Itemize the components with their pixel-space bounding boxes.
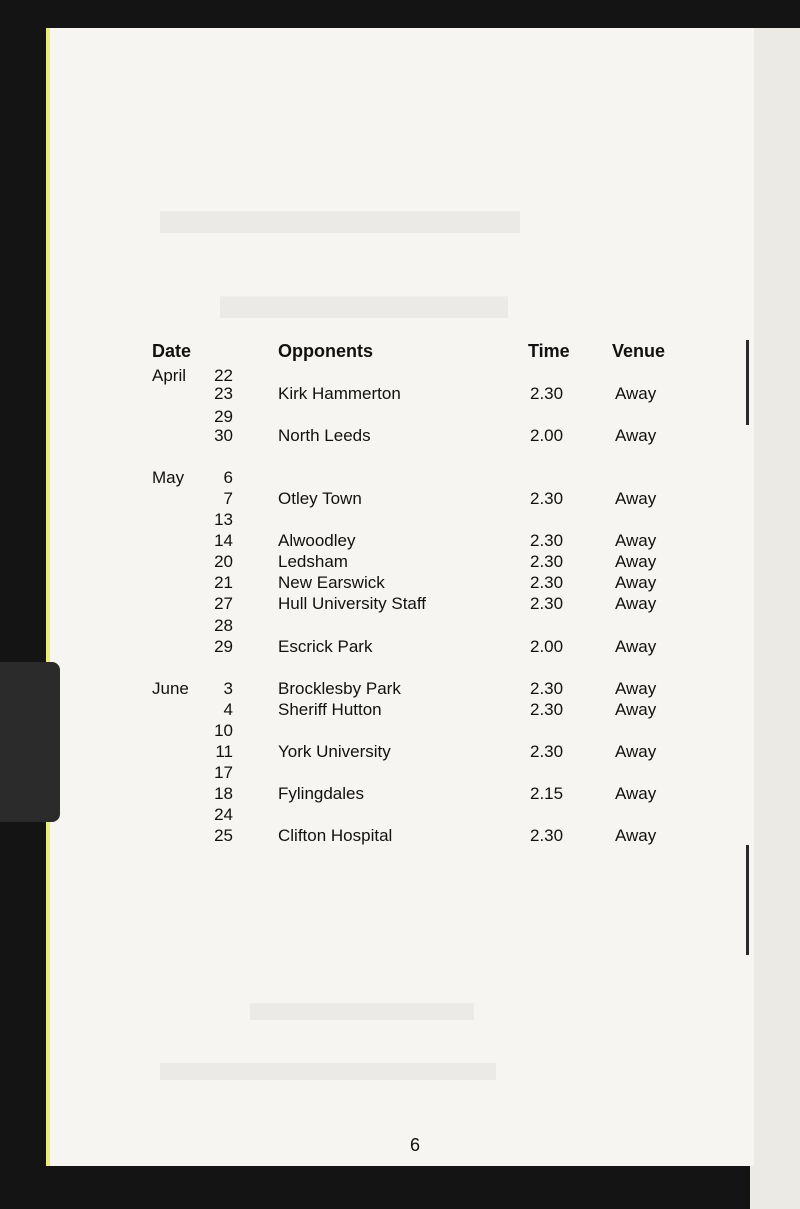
show-through-shading bbox=[160, 1028, 496, 1093]
fixture-opponent: York University bbox=[278, 742, 391, 761]
fixture-day: 7 bbox=[223, 489, 233, 508]
fixture-opponent: Sheriff Hutton bbox=[278, 700, 382, 719]
fixture-time: 2.00 bbox=[530, 637, 564, 656]
fixture-venue: Away bbox=[615, 489, 657, 508]
fixture-venue: Away bbox=[615, 700, 657, 719]
fixture-time: 2.15 bbox=[530, 784, 564, 803]
fixture-opponent: Ledsham bbox=[278, 552, 348, 571]
fixture-time: 2.30 bbox=[530, 552, 564, 571]
fixture-opponent: Kirk Hammerton bbox=[278, 384, 401, 403]
fixture-day: 13 bbox=[214, 510, 233, 529]
fixture-day: 20 bbox=[214, 552, 233, 571]
binder-tab bbox=[0, 662, 60, 822]
fixture-day: 6 bbox=[223, 468, 233, 487]
edge-mark bbox=[746, 845, 749, 955]
fixture-opponent: Hull University Staff bbox=[278, 594, 427, 613]
fixture-day: 3 bbox=[223, 679, 233, 698]
fixture-month: June bbox=[152, 679, 189, 698]
fixture-opponent: Brocklesby Park bbox=[278, 679, 401, 698]
show-through-shading bbox=[250, 968, 474, 1033]
fixture-venue: Away bbox=[615, 826, 657, 845]
fixture-venue: Away bbox=[615, 637, 657, 656]
page-number: 6 bbox=[410, 1135, 421, 1155]
fixture-day: 14 bbox=[214, 531, 233, 550]
fixture-venue: Away bbox=[615, 594, 657, 613]
fixture-time: 2.30 bbox=[530, 826, 564, 845]
fixture-time: 2.30 bbox=[530, 384, 564, 403]
fixture-opponent: Alwoodley bbox=[278, 531, 356, 550]
fixture-venue: Away bbox=[615, 426, 657, 445]
fixture-time: 2.30 bbox=[530, 742, 564, 761]
fixture-day: 10 bbox=[214, 721, 233, 740]
fixture-opponent: North Leeds bbox=[278, 426, 371, 445]
fixture-day: 21 bbox=[214, 573, 233, 592]
fixture-day: 17 bbox=[214, 763, 233, 782]
fixture-time: 2.30 bbox=[530, 489, 564, 508]
fixture-day: 18 bbox=[214, 784, 233, 803]
fixture-opponent: Clifton Hospital bbox=[278, 826, 393, 845]
fixture-venue: Away bbox=[615, 679, 657, 698]
fixture-month: April bbox=[152, 366, 187, 385]
show-through-shading bbox=[160, 168, 520, 250]
fixture-day: 28 bbox=[214, 616, 233, 635]
fixture-opponent: Otley Town bbox=[278, 489, 362, 508]
fixture-opponent: New Earswick bbox=[278, 573, 385, 592]
fixture-day: 23 bbox=[214, 384, 233, 403]
fixture-day: 11 bbox=[215, 742, 233, 761]
show-through-shading bbox=[220, 253, 508, 335]
facing-page-edge bbox=[750, 28, 800, 1209]
fixture-venue: Away bbox=[615, 531, 657, 550]
fixture-time: 2.30 bbox=[530, 573, 564, 592]
fixture-day: 4 bbox=[223, 700, 233, 719]
fixture-venue: Away bbox=[615, 742, 657, 761]
header-venue: Venue bbox=[612, 341, 666, 361]
fixture-opponent: Fylingdales bbox=[278, 784, 364, 803]
fixture-time: 2.30 bbox=[530, 531, 564, 550]
header-time: Time bbox=[528, 341, 570, 361]
fixture-day: 29 bbox=[214, 407, 233, 426]
fixture-time: 2.00 bbox=[530, 426, 564, 445]
fixture-month: May bbox=[152, 468, 185, 487]
fixture-opponent: Escrick Park bbox=[278, 637, 373, 656]
fixture-day: 25 bbox=[214, 826, 233, 845]
fixture-day: 24 bbox=[214, 805, 233, 824]
fixture-day: 27 bbox=[214, 594, 233, 613]
header-opponents: Opponents bbox=[278, 341, 373, 361]
fixture-day: 30 bbox=[214, 426, 233, 445]
fixture-venue: Away bbox=[615, 784, 657, 803]
fixture-time: 2.30 bbox=[530, 679, 564, 698]
fixture-day: 22 bbox=[214, 366, 233, 385]
fixture-time: 2.30 bbox=[530, 700, 564, 719]
fixture-venue: Away bbox=[615, 384, 657, 403]
edge-mark bbox=[746, 340, 749, 425]
fixture-day: 29 bbox=[214, 637, 233, 656]
fixture-time: 2.30 bbox=[530, 594, 564, 613]
fixture-venue: Away bbox=[615, 552, 657, 571]
fixture-venue: Away bbox=[615, 573, 657, 592]
header-date: Date bbox=[152, 341, 192, 361]
